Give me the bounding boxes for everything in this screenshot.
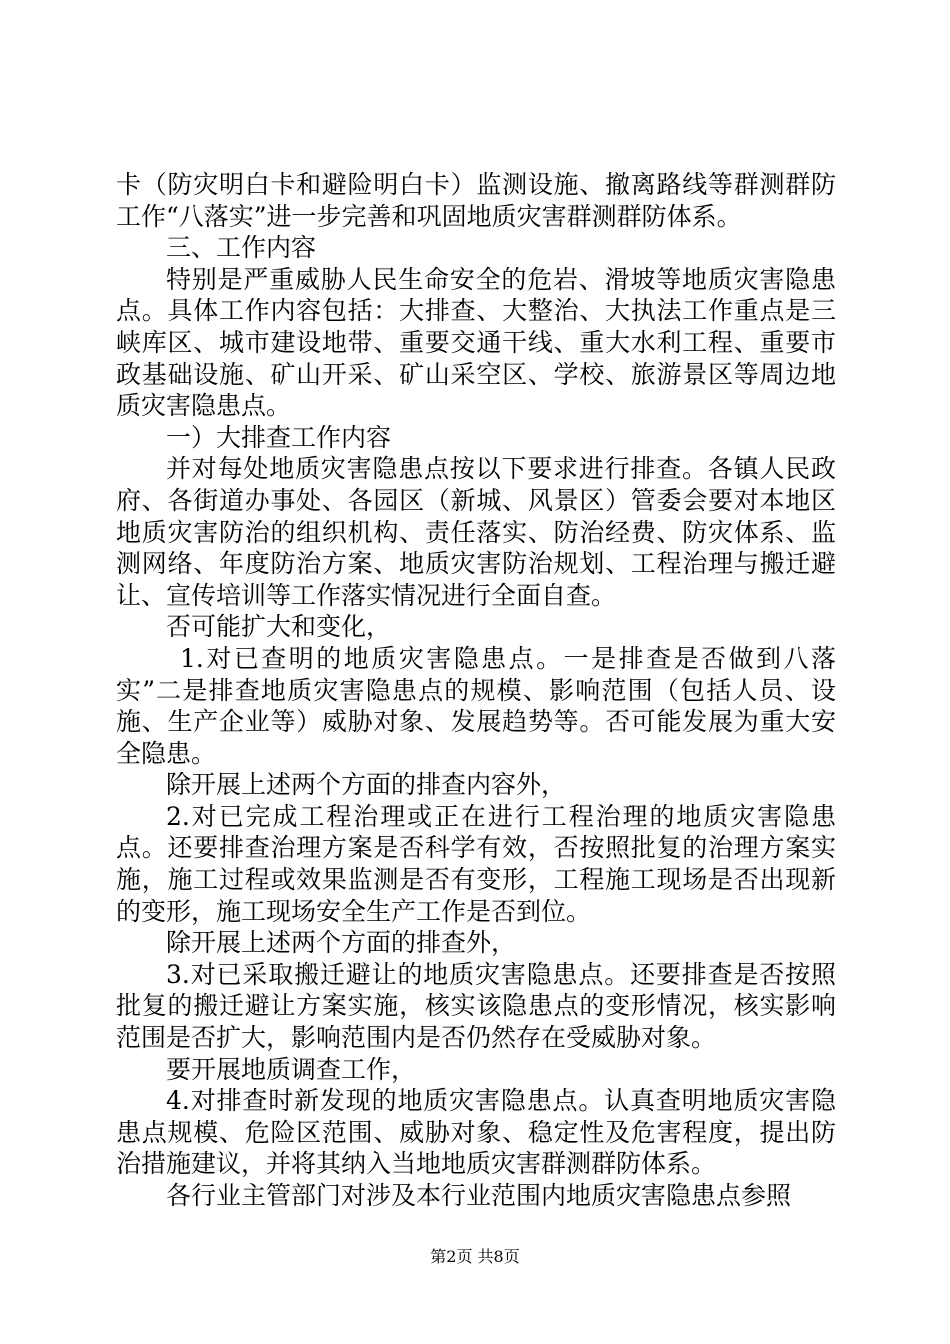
paragraph-expansion: 否可能扩大和变化， [166, 612, 392, 642]
paragraph-key-hazards: 特别是严重威胁人民生命安全的危岩、滑坡等地质灾害隐患点。具体工作内容包括：大排查、大整治、大执法工作重点是三峡库区、城市建设地带、重要交通干线、重大水利工程、重要市政基础设施、矿山开采、矿山采空区、学校、旅游景区等周边地质灾害隐患点。 [116, 264, 836, 421]
section-heading-work-content: 三、工作内容 [166, 233, 317, 263]
page-number-footer: 第2页 共8页 [430, 1247, 520, 1266]
item-2: 2.对已完成工程治理或正在进行工程治理的地质灾害隐患点。还要排查治理方案是否科学有效，否按照批复的治理方案实施，施工过程或效果监测是否有变形，工程施工现场是否出现新的变形，施工现场安全生产工作是否到位。 [116, 801, 836, 926]
paragraph-self-inspection: 并对每处地质灾害隐患点按以下要求进行排查。各镇人民政府、各街道办事处、各园区（新城、风景区）管委会要对本地区地质灾害防治的组织机构、责任落实、防治经费、防灾体系、监测网络、年度防治方案、地质灾害防治规划、工程治理与搬迁避让、宣传培训等工作落实情况进行全面自查。 [116, 454, 836, 610]
item-4: 4.对排查时新发现的地质灾害隐患点。认真查明地质灾害隐患点规模、危险区范围、威胁对象、稳定性及危害程度，提出防治措施建议，并将其纳入当地地质灾害群测群防体系。 [116, 1086, 836, 1179]
paragraph-continuation: 卡（防灾明白卡和避险明白卡）监测设施、撤离路线等群测群防工作“八落实”进一步完善和巩固地质灾害群测群防体系。 [116, 170, 836, 231]
item-3: 3.对已采取搬迁避让的地质灾害隐患点。还要排查是否按照批复的搬迁避让方案实施，核实该隐患点的变形情况，核实影响范围是否扩大，影响范围内是否仍然存在受威胁对象。 [116, 959, 836, 1053]
paragraph-survey: 要开展地质调查工作， [166, 1054, 417, 1084]
paragraph-besides-1: 除开展上述两个方面的排查内容外， [166, 770, 567, 800]
item-1: 1.对已查明的地质灾害隐患点。一是排查是否做到八落实”二是排查地质灾害隐患点的规模、影响范围（包括人员、设施、生产企业等）威胁对象、发展趋势等。否可能发展为重大安全隐患。 [116, 643, 836, 768]
paragraph-industry: 各行业主管部门对涉及本行业范围内地质灾害隐患点参照 [166, 1181, 792, 1210]
paragraph-besides-2: 除开展上述两个方面的排查外， [166, 928, 517, 958]
document-body [116, 169, 836, 1212]
subheading-investigation: 一）大排查工作内容 [166, 422, 392, 452]
